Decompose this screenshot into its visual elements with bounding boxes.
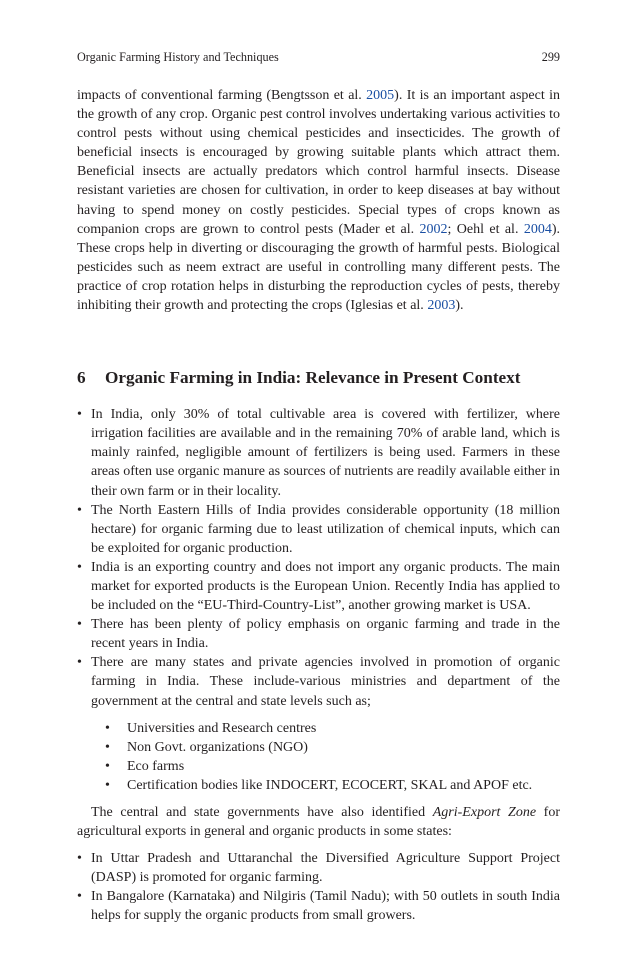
sub-list-item: • Certification bodies like INDOCERT, ECOCERT, SKAL and APOF etc. — [105, 776, 560, 795]
text-run: ; Oehl et al. — [447, 221, 524, 237]
section-number: 6 — [77, 368, 86, 388]
text-run: impacts of conventional farming (Bengtsson et al. — [77, 88, 367, 103]
sub-list-item: • Universities and Research centres — [105, 719, 560, 738]
sub-bullet-list — [105, 719, 560, 795]
list-item: • India is an exporting country and does not import any organic products. The main market for exported products is the European Union. Recently India has applied to be included on the “EU-Third-Country-List”, another growing market is USA. — [77, 558, 560, 615]
text-run: for agricultural exports in general and organic products in some states: — [77, 805, 561, 840]
list-item: • In India, only 30% of total cultivable area is covered with fertilizer, where irrigation facilities are available and in the remaining 70% of arable land, which is mainly rainfed, negligible amount of fertilizers is being used. Farmers in these areas often use organic manure as sources of nutrients are readily available either in their own farm or in their locality. — [77, 405, 560, 500]
section-title: Organic Farming in India: Relevance in Present Context — [105, 368, 521, 388]
paragraph-pest-control — [77, 86, 560, 315]
citation-link[interactable]: 2002 — [419, 221, 448, 237]
list-item: • There has been plenty of policy emphasis on organic farming and trade in the recent years in India. — [77, 615, 560, 653]
list-item — [77, 653, 560, 795]
text-run: ). It is an important aspect in the growth of any crop. Organic pest control involves undertaking various activities to control pests without using chemical pesticides and insecticides. The growth of beneficial insects is encouraged by growing suitable plants which attract them. Beneficial insects are actually predators which control harmful insects. Disease resistant varieties are chosen for cultivation, in order to keep diseases at bay without having to spend money on costly pesticides. Special types of crops known as companion crops are grown to control pests (Mader et al. — [77, 88, 561, 237]
list-item: • In Uttar Pradesh and Uttaranchal the Diversified Agriculture Support Project (DASP) is promoted for organic farming. — [77, 849, 560, 887]
running-title: Organic Farming History and Techniques — [77, 50, 279, 64]
list-item: • In Bangalore (Karnataka) and Nilgiris (Tamil Nadu); with 50 outlets in south India helps for supply the organic products from small growers. — [77, 887, 560, 925]
list-item-text: There are many states and private agencies involved in promotion of organic farming in India. These include-various ministries and department of the government at the central and state levels such as; — [91, 655, 560, 709]
text-run: ). — [455, 298, 464, 314]
sub-list-item: • Non Govt. organizations (NGO) — [105, 738, 560, 757]
bullet-list — [77, 405, 560, 795]
paragraph-agri-export — [77, 803, 560, 841]
bullet-list-states — [77, 849, 560, 925]
text-run: ). These crops help in diverting or discouraging the growth of harmful pests. Biological pesticides such as neem extract are useful in controlling many different pests. The practice of crop rotation helps in disturbing the reproduction cycles of pests, thereby inhibiting their growth and protecting the crops (Iglesias et al. — [77, 221, 560, 314]
citation-link[interactable]: 2003 — [427, 298, 456, 314]
sub-list-item: • Eco farms — [105, 757, 560, 776]
section-heading — [77, 367, 560, 389]
text-run: The central and state governments have also identified — [91, 805, 433, 820]
page-body — [77, 86, 560, 926]
list-item: • The North Eastern Hills of India provides considerable opportunity (18 million hectare) for organic farming due to least utilization of chemical inputs, which can be exploited for organic production. — [77, 501, 560, 558]
citation-link[interactable]: 2005 — [366, 88, 395, 103]
page-number: 299 — [541, 50, 560, 64]
page-header — [77, 49, 560, 65]
emphasis-term: Agri-Export Zone — [432, 805, 537, 820]
citation-link[interactable]: 2004 — [523, 221, 552, 237]
